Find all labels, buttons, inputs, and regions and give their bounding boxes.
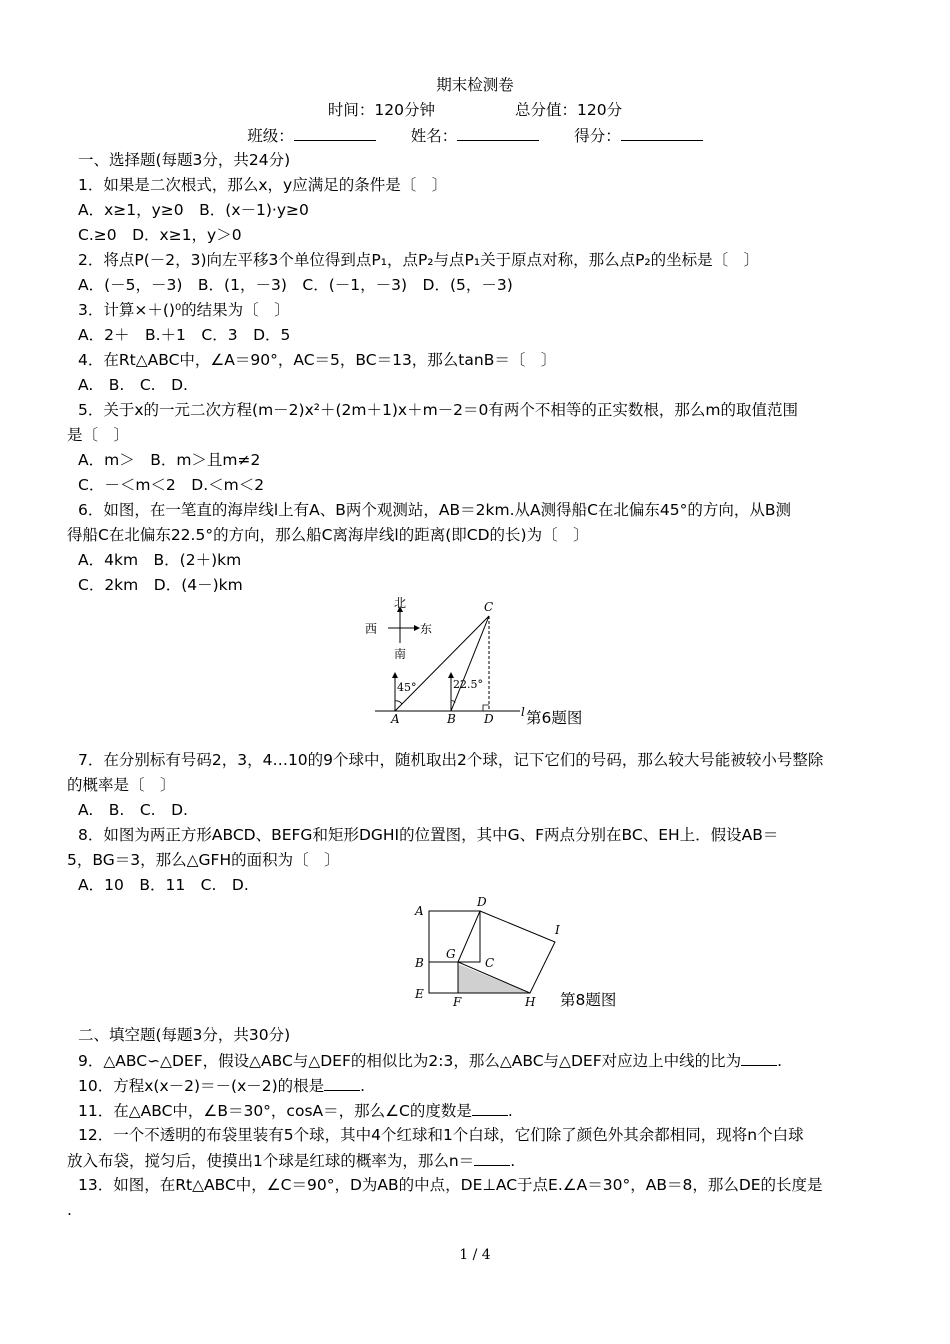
student-info	[0, 125, 950, 146]
compass-west: 西	[365, 622, 378, 636]
point-C: C	[484, 600, 494, 614]
q9-answer-blank[interactable]	[741, 1050, 777, 1066]
point-I: I	[555, 923, 560, 937]
q10-period: .	[360, 1077, 366, 1095]
point-B: B	[415, 956, 424, 970]
q1-stem: 1．如果是二次根式，那么x，y应满足的条件是〔 〕	[78, 176, 448, 194]
line-l: l	[521, 705, 525, 719]
class-blank[interactable]	[294, 125, 376, 141]
q6-stem-line2: 得船C在北偏东22.5°的方向，那么船C离海岸线l的距离(即CD的长)为〔 〕	[67, 526, 589, 544]
q9	[0, 1050, 950, 1071]
figure-q8	[410, 893, 560, 1013]
q12-line2	[0, 1150, 950, 1171]
q13-stem-line1: 13．如图，在Rt△ABC中，∠C＝90°，D为AB的中点，DE⊥AC于点E.∠A＝30°，AB＝8，那么DE的长度是	[78, 1176, 823, 1194]
q4-options: A. B. C. D.	[78, 376, 188, 394]
q7-options: A. B. C. D.	[78, 801, 188, 819]
q9-stem: 9．△ABC∽△DEF，假设△ABC与△DEF的相似比为2:3，那么△ABC与△DEF对应边上中线的比为	[78, 1052, 742, 1070]
compass-icon	[365, 596, 432, 661]
name-label: 姓名：	[410, 127, 458, 145]
q12-stem-line1: 12．一个不透明的布袋里装有5个球，其中4个红球和1个白球，它们除了颜色外其余都相同，现将n个白球	[78, 1126, 804, 1144]
q11-stem: 11．在△ABC中，∠B＝30°，cosA＝，那么∠C的度数是	[78, 1102, 472, 1120]
q11	[0, 1100, 950, 1121]
total-score: 总分值：120分	[515, 101, 623, 119]
segment-AC	[395, 616, 489, 711]
q11-period: .	[507, 1102, 513, 1120]
q12-period: .	[510, 1152, 516, 1170]
exam-meta	[0, 100, 950, 120]
q12-stem-line2: 放入布袋，搅匀后，使摸出1个球是红球的概率为，那么n＝	[67, 1152, 475, 1170]
q2-stem: 2．将点P(－2，3)向左平移3个单位得到点P₁，点P₂与点P₁关于原点对称，那么点P₂的坐标是〔 〕	[78, 251, 760, 269]
class-label: 班级：	[247, 127, 294, 145]
q5-options-cd: C．－＜m＜2 D.＜m＜2	[78, 476, 265, 494]
q6-stem-line1: 6．如图，在一笔直的海岸线l上有A、B两个观测站，AB＝2km.从A测得船C在北偏东45°的方向，从B测	[78, 501, 792, 519]
q1-options-cd: C.≥0 D．x≥1，y＞0	[78, 226, 242, 244]
q1-options-ab: A．x≥1，y≥0 B．(x－1)·y≥0	[78, 201, 309, 219]
page-number: 1 / 4	[459, 1247, 491, 1263]
right-angle-mark	[483, 705, 489, 711]
q8-options: A．10 B．11 C. D.	[78, 876, 249, 894]
point-D: D	[484, 712, 494, 725]
section2-title: 二、填空题(每题3分，共30分)	[78, 1026, 291, 1044]
q6-options-ab: A．4km B．(2＋)km	[78, 551, 242, 569]
square-BEFG	[429, 962, 458, 993]
q10-answer-blank[interactable]	[324, 1075, 360, 1091]
q3-stem: 3．计算×＋()⁰的结果为〔 〕	[78, 301, 290, 319]
q7-stem-line2: 的概率是〔 〕	[67, 776, 176, 794]
point-E: E	[415, 987, 424, 1001]
time-limit: 时间：120分钟	[327, 101, 435, 119]
point-A: A	[415, 904, 424, 918]
q5-stem-line2: 是〔 〕	[67, 426, 130, 444]
q6-options-cd: C．2km D．(4－)km	[78, 576, 243, 594]
score-label: 得分：	[574, 127, 621, 145]
q12-answer-blank[interactable]	[474, 1150, 510, 1166]
exam-title: 期末检测卷	[436, 76, 514, 94]
point-H: H	[525, 995, 536, 1009]
q13-stem-line2: .	[67, 1201, 72, 1219]
point-D: D	[477, 895, 487, 909]
score-blank[interactable]	[621, 125, 703, 141]
figure-q8-caption: 第8题图	[560, 991, 617, 1009]
name-blank[interactable]	[457, 125, 539, 141]
point-C: C	[485, 956, 495, 970]
figure-q6	[360, 595, 530, 725]
q7-stem-line1: 7．在分别标有号码2，3，4…10的9个球中，随机取出2个球，记下它们的号码，那么较大号能被较小号整除	[78, 751, 824, 769]
q4-stem: 4．在Rt△ABC中，∠A＝90°，AC＝5，BC＝13，那么tanB＝〔 〕	[78, 351, 557, 369]
q8-stem-line1: 8．如图为两正方形ABCD、BEFG和矩形DGHI的位置图，其中G、F两点分别在BC、EH上．假设AB＝	[78, 826, 779, 844]
compass-east: 东	[420, 622, 433, 636]
angle-A-label: 45°	[397, 681, 417, 694]
point-G: G	[446, 947, 456, 961]
q10	[0, 1075, 950, 1096]
angle-B-label: 22.5°	[453, 678, 483, 691]
q5-stem-line1: 5．关于x的一元二次方程(m－2)x²＋(2m＋1)x＋m－2＝0有两个不相等的正实数根，那么m的取值范围	[78, 401, 798, 419]
q5-options-ab: A．m＞ B．m＞且m≠2	[78, 451, 261, 469]
point-B: B	[447, 712, 456, 725]
q9-period: .	[777, 1052, 783, 1070]
q3-options: A．2＋ B.＋1 C．3 D．5	[78, 326, 291, 344]
section1-title: 一、选择题(每题3分，共24分)	[78, 151, 291, 169]
q11-answer-blank[interactable]	[472, 1100, 508, 1116]
q10-stem: 10．方程x(x－2)＝－(x－2)的根是	[78, 1077, 325, 1095]
q2-options: A．(－5，－3) B．(1，－3) C．(－1，－3) D．(5，－3)	[78, 276, 513, 294]
point-A: A	[391, 712, 400, 725]
compass-south: 南	[394, 647, 407, 661]
compass-north: 北	[394, 596, 407, 610]
figure-q6-caption: 第6题图	[526, 709, 583, 727]
point-F: F	[453, 995, 462, 1009]
segment-BC	[451, 616, 489, 711]
q8-stem-line2: 5，BG＝3，那么△GFH的面积为〔 〕	[67, 851, 340, 869]
